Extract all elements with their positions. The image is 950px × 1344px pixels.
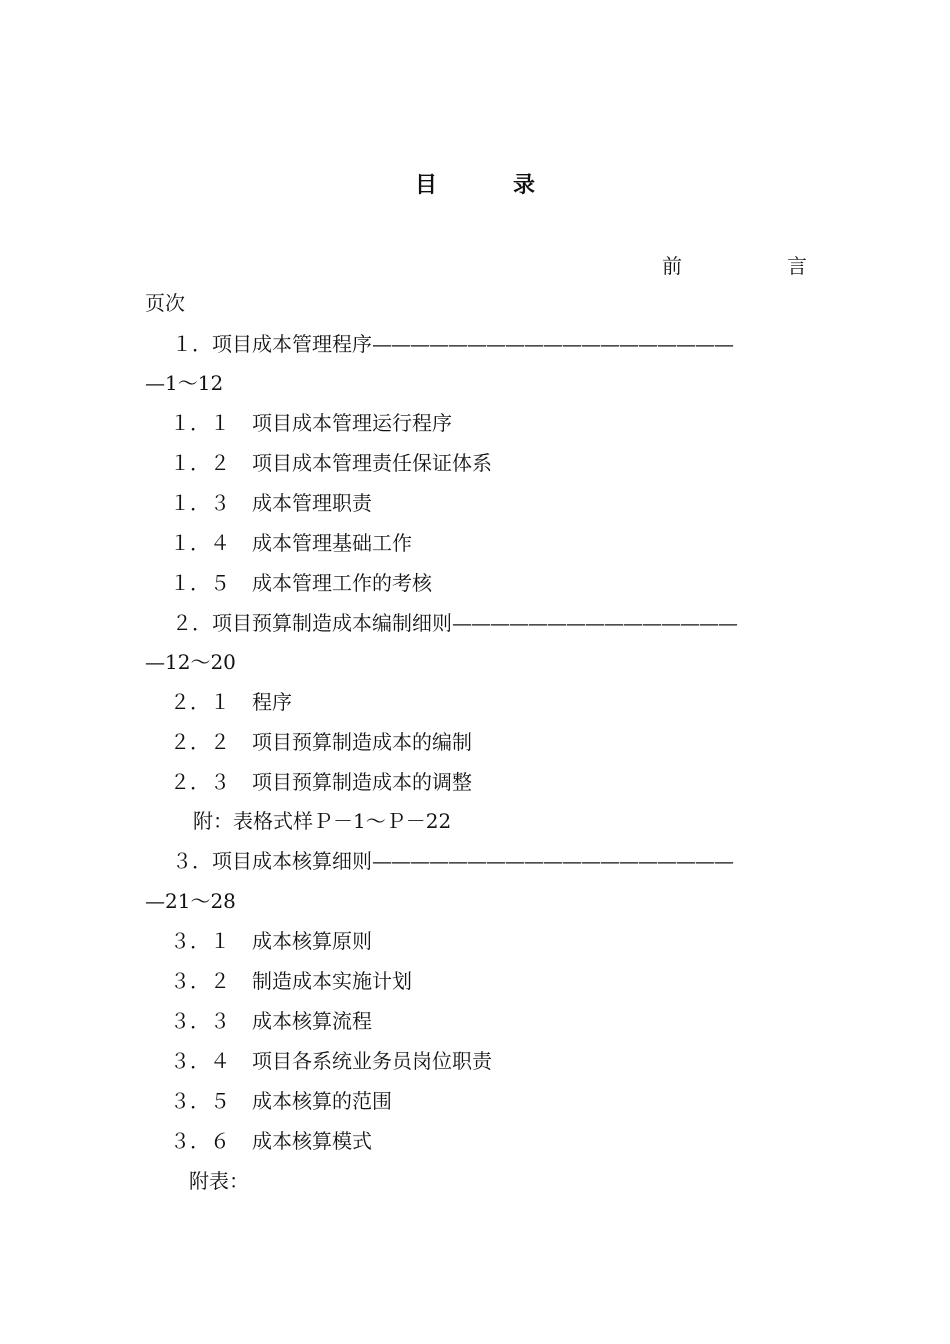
page-number-label: 页次 [145, 291, 185, 315]
chapter-1-pages: —1～12 [145, 371, 224, 395]
chapter-3-pages: —21～28 [145, 889, 236, 913]
toc-entry [170, 1127, 372, 1155]
preface-char-2: 言 [787, 254, 807, 278]
chapter-3-heading: ３．项目成本核算细则 [172, 849, 372, 873]
section-title: 成本管理工作的考核 [252, 571, 432, 595]
section-title: 制造成本实施计划 [252, 969, 412, 993]
toc-entry [170, 1047, 492, 1075]
chapter-3-heading-line [172, 847, 805, 875]
section-title: 程序 [252, 690, 292, 714]
chapter-1-dashes: ——————————————————— [372, 332, 733, 356]
toc-entry [170, 927, 372, 955]
section-number: ３．５ [170, 1089, 230, 1113]
section-number: ３．４ [170, 1049, 230, 1073]
toc-entry [170, 569, 432, 597]
toc-entry [170, 489, 372, 517]
section-title: 项目成本管理运行程序 [252, 411, 452, 435]
chapter-2-heading-line [172, 609, 805, 637]
attachment-note-1: 附：表格式样Ｐ－1～Ｐ－22 [193, 809, 452, 833]
chapter-2-heading: ２．项目预算制造成本编制细则 [172, 611, 452, 635]
section-number: １．２ [170, 451, 230, 475]
section-number: ２．２ [170, 730, 230, 754]
toc-entry [170, 1087, 392, 1115]
toc-entry [170, 967, 412, 995]
section-number: １．１ [170, 411, 230, 435]
section-number: ２．３ [170, 770, 230, 794]
section-title: 成本管理基础工作 [252, 531, 412, 555]
section-number: １．４ [170, 531, 230, 555]
page-title [0, 168, 950, 199]
attachment-note-2: 附表： [189, 1169, 249, 1193]
section-number: ３．３ [170, 1009, 230, 1033]
section-number: １．３ [170, 491, 230, 515]
toc-entry [170, 688, 292, 716]
title-char-2: 录 [513, 172, 536, 198]
chapter-1-heading: １．项目成本管理程序 [172, 332, 372, 356]
section-title: 项目各系统业务员岗位职责 [252, 1049, 492, 1073]
title-char-1: 目 [414, 172, 437, 198]
section-title: 项目成本管理责任保证体系 [252, 451, 492, 475]
chapter-3-dashes: ——————————————————— [372, 849, 733, 873]
toc-entry [170, 409, 452, 437]
section-number: ３．１ [170, 929, 230, 953]
toc-entry [170, 768, 472, 796]
toc-entry [170, 529, 412, 557]
chapter-1-heading-line [172, 330, 805, 358]
chapter-2-pages: —12～20 [145, 650, 236, 674]
section-title: 成本核算模式 [252, 1129, 372, 1153]
preface-char-1: 前 [662, 254, 682, 278]
section-number: ２．１ [170, 690, 230, 714]
section-number: ３．２ [170, 969, 230, 993]
toc-entry [170, 449, 492, 477]
section-title: 成本核算原则 [252, 929, 372, 953]
section-title: 成本管理职责 [252, 491, 372, 515]
section-number: ３．６ [170, 1129, 230, 1153]
section-title: 成本核算的范围 [252, 1089, 392, 1113]
chapter-2-dashes: ——————————————— [452, 611, 737, 635]
section-title: 项目预算制造成本的编制 [252, 730, 472, 754]
section-number: １．５ [170, 571, 230, 595]
section-title: 项目预算制造成本的调整 [252, 770, 472, 794]
section-title: 成本核算流程 [252, 1009, 372, 1033]
toc-entry [170, 1007, 372, 1035]
toc-entry [170, 728, 472, 756]
